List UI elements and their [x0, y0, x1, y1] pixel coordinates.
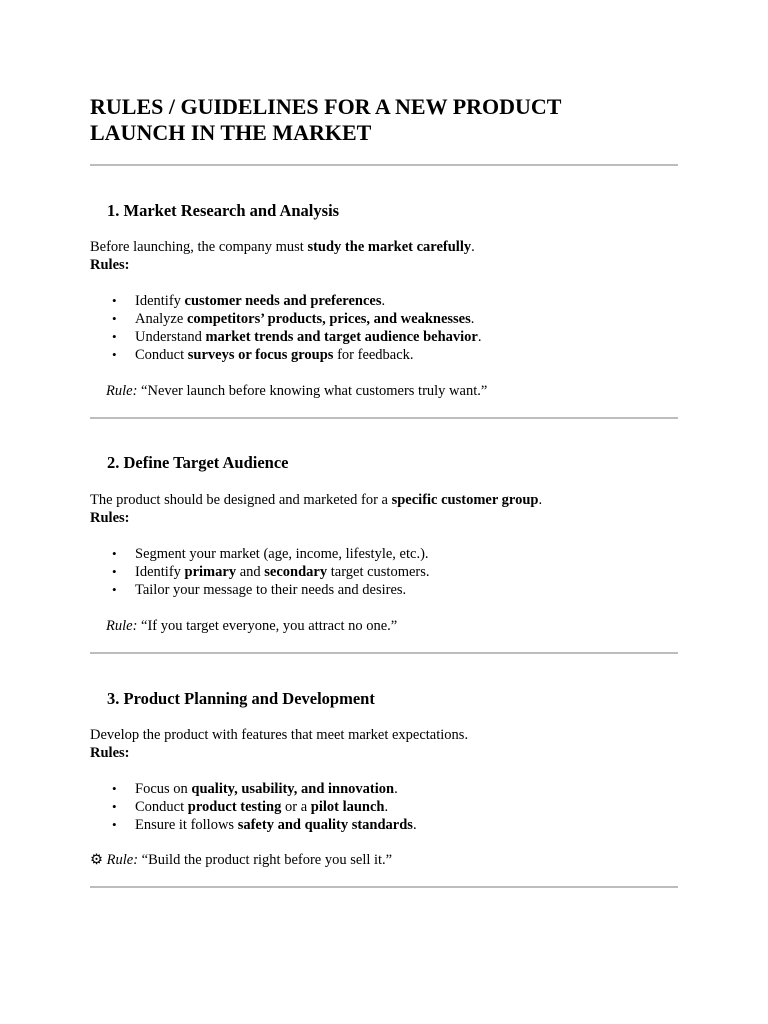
list-item: • Focus on quality, usability, and innovation. — [90, 780, 417, 798]
page-title: RULES / GUIDELINES FOR A NEW PRODUCT LAUNCH IN THE MARKET — [90, 94, 562, 145]
rule-quote-text: “If you target everyone, you attract no one.” — [137, 618, 398, 634]
rules-label: Rules: — [90, 510, 130, 526]
divider — [90, 417, 678, 419]
section-heading: 1. Market Research and Analysis — [107, 201, 340, 220]
list-item: • Ensure it follows safety and quality standards. — [90, 816, 417, 834]
list-item: • Understand market trends and target audience behavior. — [90, 328, 482, 346]
list-item: • Analyze competitors’ products, prices, and weaknesses. — [90, 310, 482, 328]
section-intro — [90, 238, 475, 256]
rule-quote-label: Rule: — [106, 383, 138, 399]
rule-quote — [90, 851, 392, 869]
rules-list — [90, 780, 417, 834]
divider — [90, 652, 678, 654]
rule-quote-text: “Never launch before knowing what customers truly want.” — [137, 383, 488, 399]
rule-quote — [106, 382, 487, 400]
section-heading: 2. Define Target Audience — [107, 453, 289, 472]
rules-label: Rules: — [90, 745, 130, 761]
rules-list — [90, 545, 430, 599]
list-item: • Tailor your message to their needs and desires. — [90, 581, 430, 599]
section-intro: Develop the product with features that meet market expectations. — [90, 727, 469, 743]
rule-quote-label: Rule: — [106, 618, 138, 634]
rule-quote-text: “Build the product right before you sell it.” — [138, 852, 393, 868]
gear-icon: ⚙ — [90, 852, 103, 868]
intro-text: Before launching, the company must — [90, 239, 308, 255]
rules-label: Rules: — [90, 257, 130, 273]
list-item: • Identify customer needs and preferences. — [90, 292, 482, 310]
divider — [90, 164, 678, 166]
list-item: • Conduct surveys or focus groups for feedback. — [90, 346, 482, 364]
list-item: • Conduct product testing or a pilot launch. — [90, 798, 417, 816]
intro-text: . — [471, 239, 475, 255]
rule-quote-label: Rule: — [106, 852, 139, 868]
list-item: • Identify primary and secondary target customers. — [90, 563, 430, 581]
rules-list — [90, 292, 482, 364]
rule-quote — [106, 617, 397, 635]
list-item: • Segment your market (age, income, lifestyle, etc.). — [90, 545, 430, 563]
intro-emphasis: study the market carefully — [307, 239, 472, 255]
divider — [90, 886, 678, 888]
section-intro: The product should be designed and marketed for a specific customer group. — [90, 492, 543, 508]
section-heading: 3. Product Planning and Development — [107, 689, 375, 708]
